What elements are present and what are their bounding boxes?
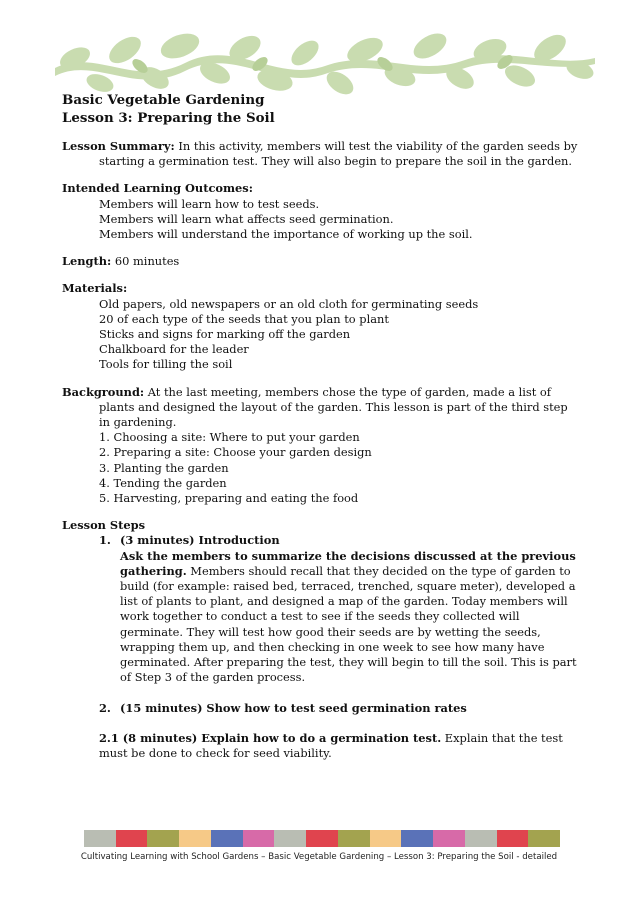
footer-color-block xyxy=(465,830,497,847)
footer-color-block xyxy=(243,830,275,847)
background-text: At the last meeting, members chose the type of garden, made a list of plants and designed the layout of the garden. This lesson is part of the third step in gardening. xyxy=(99,384,568,430)
footer-color-block xyxy=(84,830,116,847)
footer-color-block xyxy=(179,830,211,847)
lesson-steps xyxy=(62,518,582,761)
outcome-item: Members will understand the importance of working up the soil. xyxy=(99,227,473,242)
step-heading: 2.1 (8 minutes) Explain how to do a germination test. xyxy=(99,730,442,745)
materials-label: Materials: xyxy=(62,281,128,296)
lesson-summary-label: Lesson Summary: xyxy=(62,139,175,153)
lesson-steps-label: Lesson Steps xyxy=(62,518,146,533)
background-step: 5. Harvesting, preparing and eating the food xyxy=(99,491,359,506)
footer-color-block xyxy=(274,830,306,847)
material-item: 20 of each type of the seeds that you plan to plant xyxy=(99,311,389,326)
learning-outcomes xyxy=(62,181,582,242)
step-number: 1. xyxy=(99,533,111,548)
background-step: 3. Planting the garden xyxy=(99,460,229,475)
material-item: Sticks and signs for marking off the garden xyxy=(99,327,351,342)
background-label: Background: xyxy=(62,384,145,399)
background xyxy=(62,385,582,507)
step-text: Explain that the test must be done to check for seed viability. xyxy=(99,730,563,760)
document-title-line2: Lesson 3: Preparing the Soil xyxy=(62,109,275,126)
step-paragraph xyxy=(120,549,582,686)
footer-color-block xyxy=(370,830,402,847)
footer-color-block xyxy=(116,830,148,847)
footer-color-block xyxy=(306,830,338,847)
footer-color-bar xyxy=(84,830,560,847)
outcome-item: Members will learn what affects seed germination. xyxy=(99,211,394,226)
lesson-summary-text: In this activity, members will test the viability of the garden seeds by starting a germination test. They will also begin to prepare the soil in the garden. xyxy=(99,139,578,169)
footer-color-block xyxy=(338,830,370,847)
step-heading: (15 minutes) Show how to test seed germination rates xyxy=(120,700,467,715)
length-label: Length: xyxy=(62,254,112,269)
lesson-step-2 xyxy=(62,701,582,716)
document-body xyxy=(62,92,582,761)
background-step: 1. Choosing a site: Where to put your garden xyxy=(99,430,360,445)
material-item: Chalkboard for the leader xyxy=(99,342,249,357)
length-value: 60 minutes xyxy=(111,254,180,269)
lesson-summary xyxy=(62,139,582,169)
material-item: Tools for tilling the soil xyxy=(99,357,233,372)
footer-color-block xyxy=(147,830,179,847)
step-body xyxy=(120,533,582,685)
footer-color-block xyxy=(211,830,243,847)
lesson-step-2-1 xyxy=(62,731,582,761)
footer-color-block xyxy=(528,830,560,847)
step-heading: (3 minutes) Introduction xyxy=(120,533,280,548)
outcome-item: Members will learn how to test seeds. xyxy=(99,196,320,211)
footer-text: Cultivating Learning with School Gardens – Basic Vegetable Gardening – Lesson 3: Preparing the Soil - detailed xyxy=(80,852,558,862)
lesson-length xyxy=(62,254,582,269)
background-step: 2. Preparing a site: Choose your garden design xyxy=(99,445,372,460)
materials xyxy=(62,281,582,372)
material-item: Old papers, old newspapers or an old cloth for germinating seeds xyxy=(99,296,479,311)
background-step: 4. Tending the garden xyxy=(99,475,227,490)
step-number: 2. xyxy=(99,700,111,715)
step-text: Members should recall that they decided on the type of garden to build (for example: raised bed, terraced, trenched, square meter), developed a list of plants to plant, and designed a map of the garden. Today members will work together to conduct a test to see if the seeds they collected will germinate. They will test how good their seeds are by wetting the seeds, wrapping them up, and then checking in one week to see how many have germinated. After preparing the test, they will begin to till the soil. This is part of Step 3 of the garden process. xyxy=(120,563,577,685)
footer-color-block xyxy=(433,830,465,847)
learning-outcomes-label: Intended Learning Outcomes: xyxy=(62,181,253,196)
document-title-line1: Basic Vegetable Gardening xyxy=(62,92,265,108)
footer-color-block xyxy=(401,830,433,847)
lesson-step-1 xyxy=(62,533,582,685)
step-bold-text: Ask the members to summarize the decisions discussed at the previous gathering. xyxy=(120,548,576,578)
footer-color-block xyxy=(497,830,529,847)
background-paragraph xyxy=(62,385,582,431)
leaf-vine-banner xyxy=(55,28,595,100)
